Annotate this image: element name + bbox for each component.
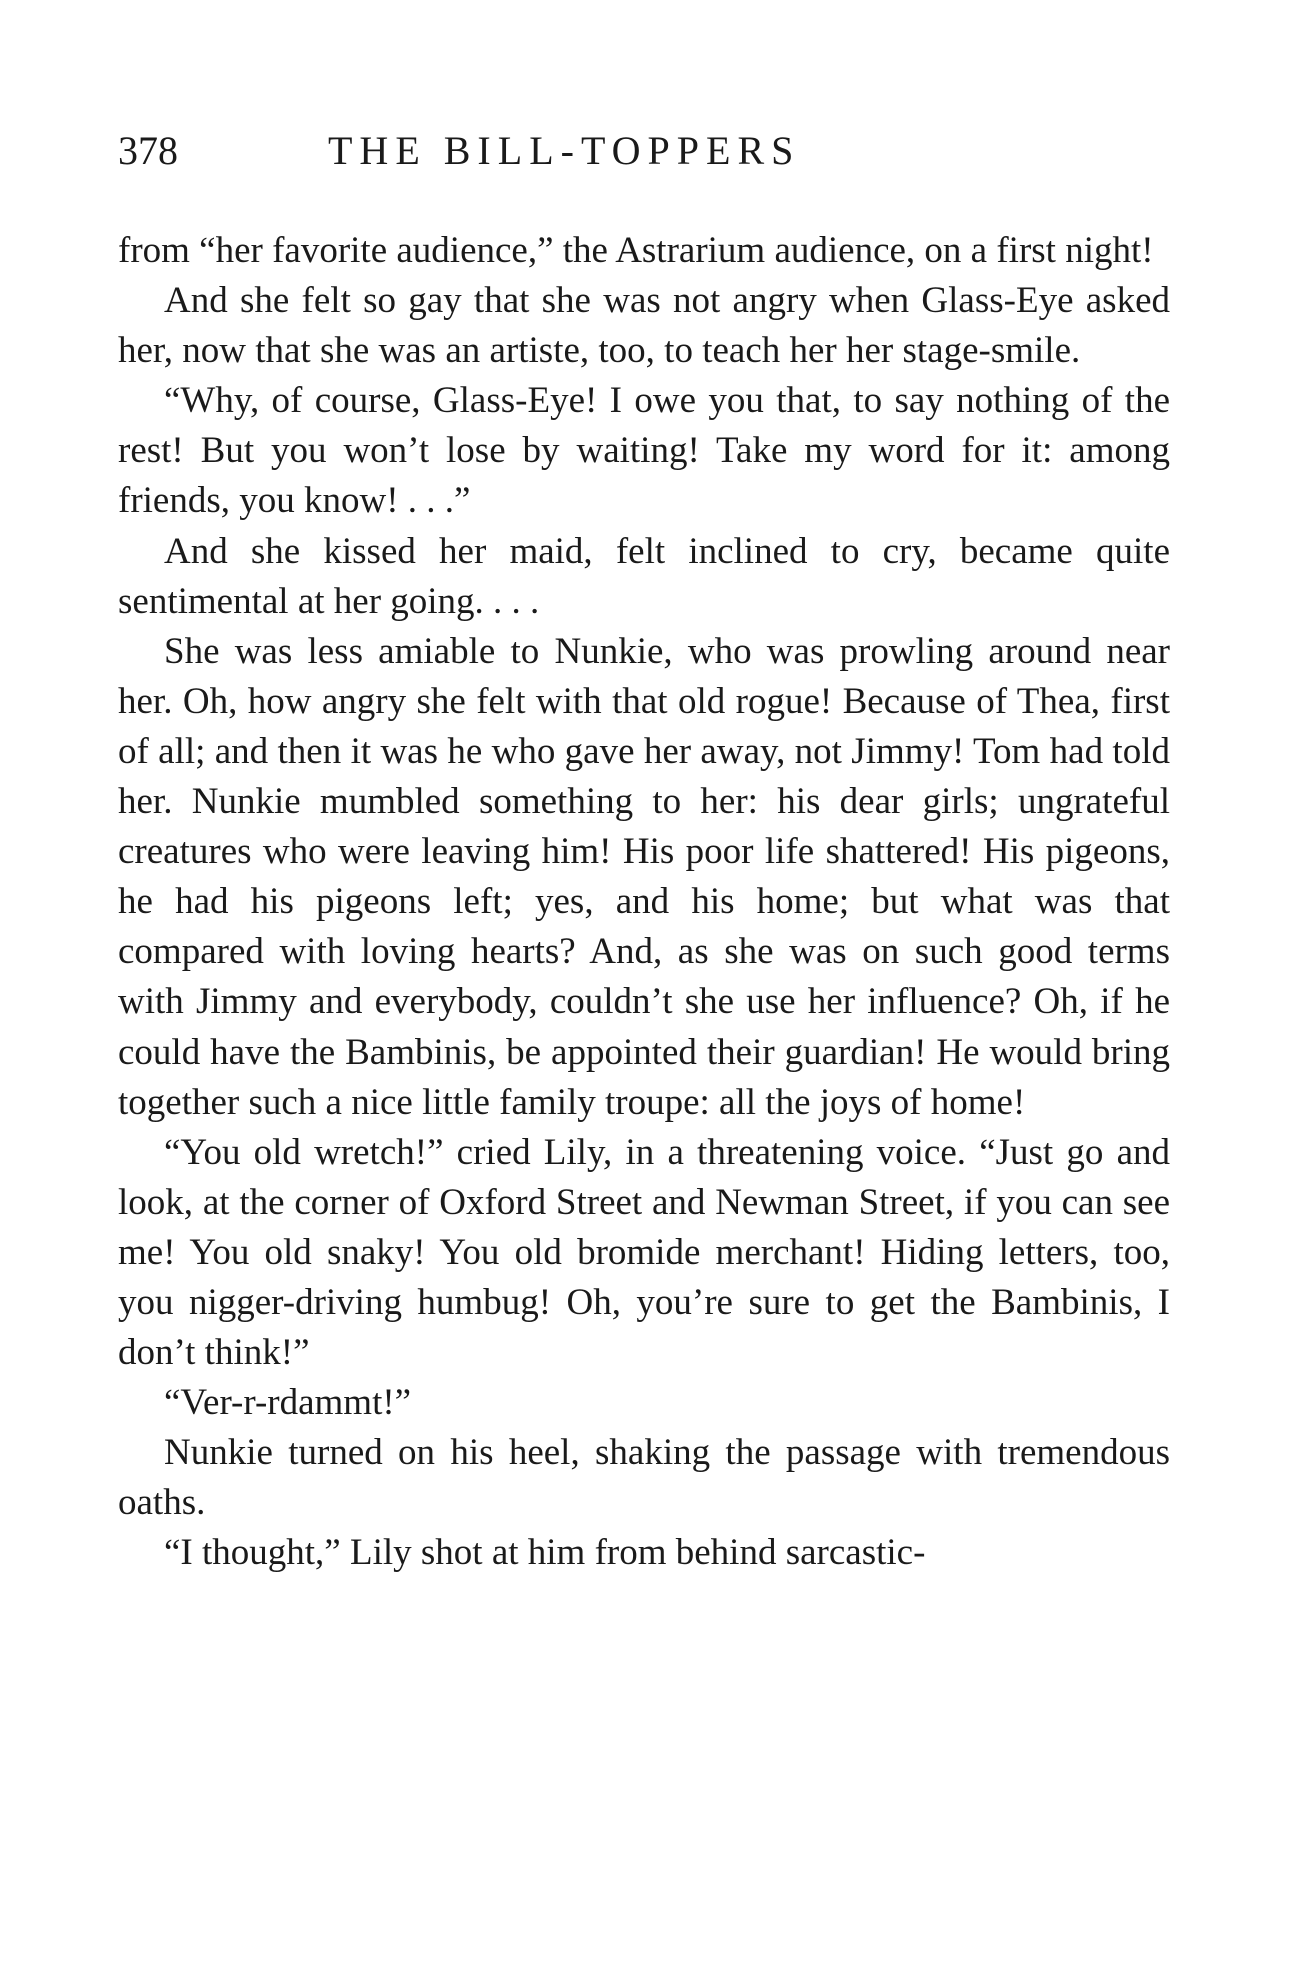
paragraph: And she kissed her maid, felt inclined to cry, became quite sentimental at her going. . . . <box>118 530 1170 622</box>
paragraph: She was less amiable to Nunkie, who was prowling around near her. Oh, how angry she felt with that old rogue! Because of Thea, first of all; and then it was he who gave her away, not Jimmy! Tom had told her. Nunkie mumbled something to her: his dear girls; ungrateful creatures who were leaving him! His poor life shattered! His pigeons, he had his pigeons left; yes, and his home; but what was that compared with loving hearts? And, as she was on such good terms with Jimmy and everybody, couldn’t she use her influence? Oh, if he could have the Bambinis, be appointed their guardian! He would bring together such a nice little family troupe: all the joys of home! <box>118 630 1170 1123</box>
paragraph: And she felt so gay that she was not angry when Glass-Eye asked her, now that she was an artiste, too, to teach her her stage-smile. <box>118 280 1170 372</box>
paragraph: “Ver-r-rdammt!” <box>164 1382 412 1424</box>
paragraph: “You old wretch!” cried Lily, in a threatening voice. “Just go and look, at the corner of Oxford Street and Newman Street, if you can see me! You old snaky! You old bromide merchant! Hiding letters, too, you nigger-driving humbug! Oh, you’re sure to get the Bambinis, I don’t think!” <box>118 1131 1170 1374</box>
paragraph: “Why, of course, Glass-Eye! I owe you that, to say nothing of the rest! But you won’t lose by waiting! Take my word for it: among friends, you know! . . .” <box>118 380 1170 522</box>
body-text <box>118 226 1170 1579</box>
running-head: THE BILL-TOPPERS <box>328 128 801 173</box>
paragraph: Nunkie turned on his heel, shaking the passage with tremendous oaths. <box>118 1432 1170 1524</box>
page-header <box>118 126 1178 176</box>
paragraph: from “her favorite audience,” the Astrarium audience, on a first night! <box>118 230 1154 271</box>
paragraph: “I thought,” Lily shot at him from behind sarcastic- <box>164 1532 926 1574</box>
page-number: 378 <box>118 128 178 173</box>
